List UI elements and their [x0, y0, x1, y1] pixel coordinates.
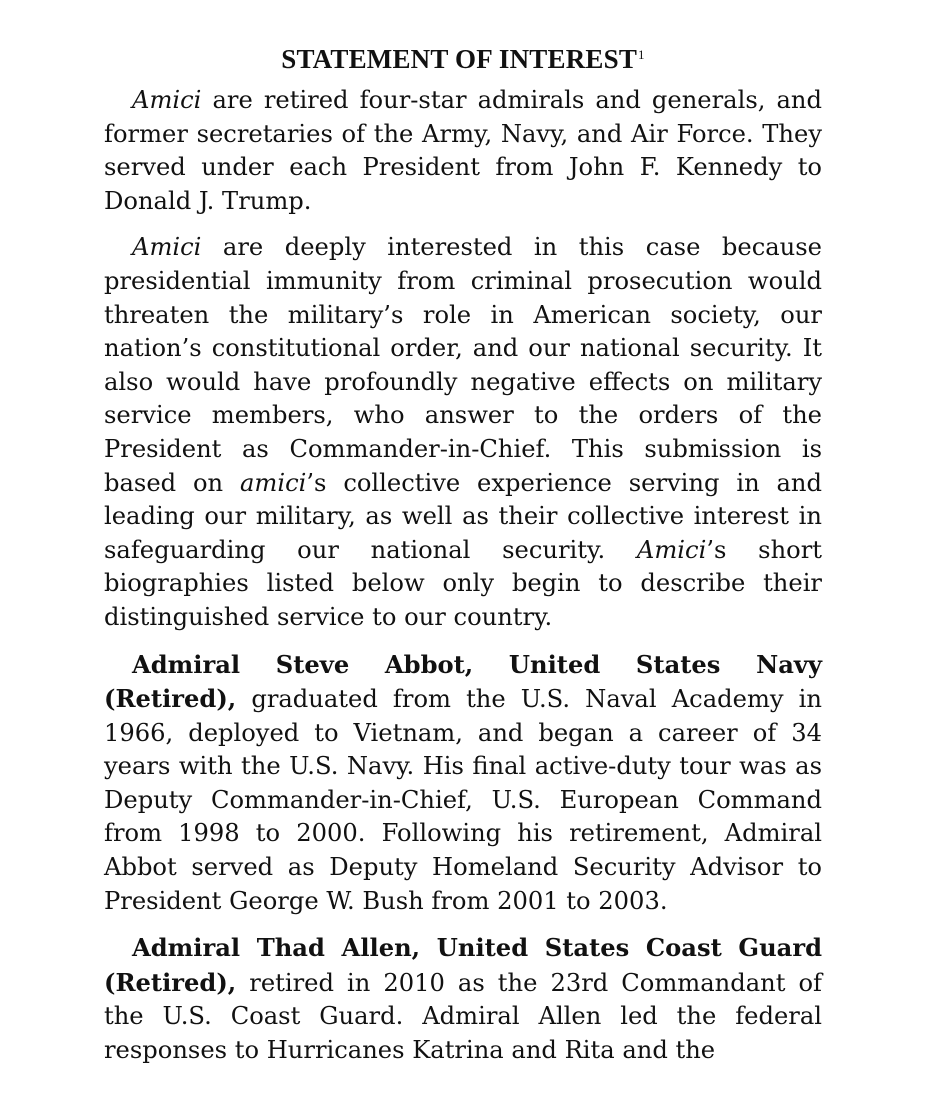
paragraph-amici-interest — [104, 231, 822, 634]
biography-allen — [104, 931, 822, 1067]
amici-term: Amici — [132, 86, 202, 114]
section-heading — [104, 40, 822, 78]
amici-term: Amici — [132, 233, 202, 262]
paragraph-text: are deeply interested in this case because presidential immunity from criminal prosecution would threaten the military’s role in American society, our nation’s constitutional order, and our national security. It also would have profoundly negative effects on military service members, who answer to the orders of the President as Commander-in-Chief. This submission is based on — [104, 233, 822, 497]
paragraph-text: are retired four-star admirals and generals, and former secretaries of the Army, Navy, and Air Force. They served under each President from John F. Kennedy to Donald J. Trump. — [104, 86, 822, 215]
document-page — [104, 40, 822, 1068]
paragraph-amici-intro — [104, 84, 822, 218]
biography-text: retired in 2010 as the 23rd Commandant of the U.S. Coast Guard. Admiral Allen led the federal responses to Hurricanes Katrina and Rita and the — [104, 968, 822, 1065]
footnote-marker[interactable]: 1 — [638, 47, 645, 62]
biography-name: Admiral Steve Abbot, United States Navy (Retired), — [104, 649, 822, 714]
amici-term: amici — [239, 468, 307, 497]
biography-name: Admiral Thad Allen, United States Coast Guard (Retired), — [104, 933, 822, 997]
heading-title: STATEMENT OF INTEREST — [281, 44, 638, 74]
biography-abbot — [104, 648, 822, 919]
amici-term: Amici — [636, 535, 707, 564]
paragraph-text: ’s short biographies listed below only begin to describe their distinguished service to our country. — [104, 535, 822, 631]
biography-text: graduated from the U.S. Naval Academy in 1966, deployed to Vietnam, and began a career of 34 years with the U.S. Navy. His final active-duty tour was as Deputy Commander-in-Chief, U.S. European Command from 1998 to 2000. Following his retirement, Admiral Abbot served as Deputy Homeland Security Advisor to President George W. Bush from 2001 to 2003. — [104, 685, 822, 915]
paragraph-text: ’s collective experience serving in and leading our military, as well as their collective interest in safeguarding our national security. — [104, 468, 822, 564]
